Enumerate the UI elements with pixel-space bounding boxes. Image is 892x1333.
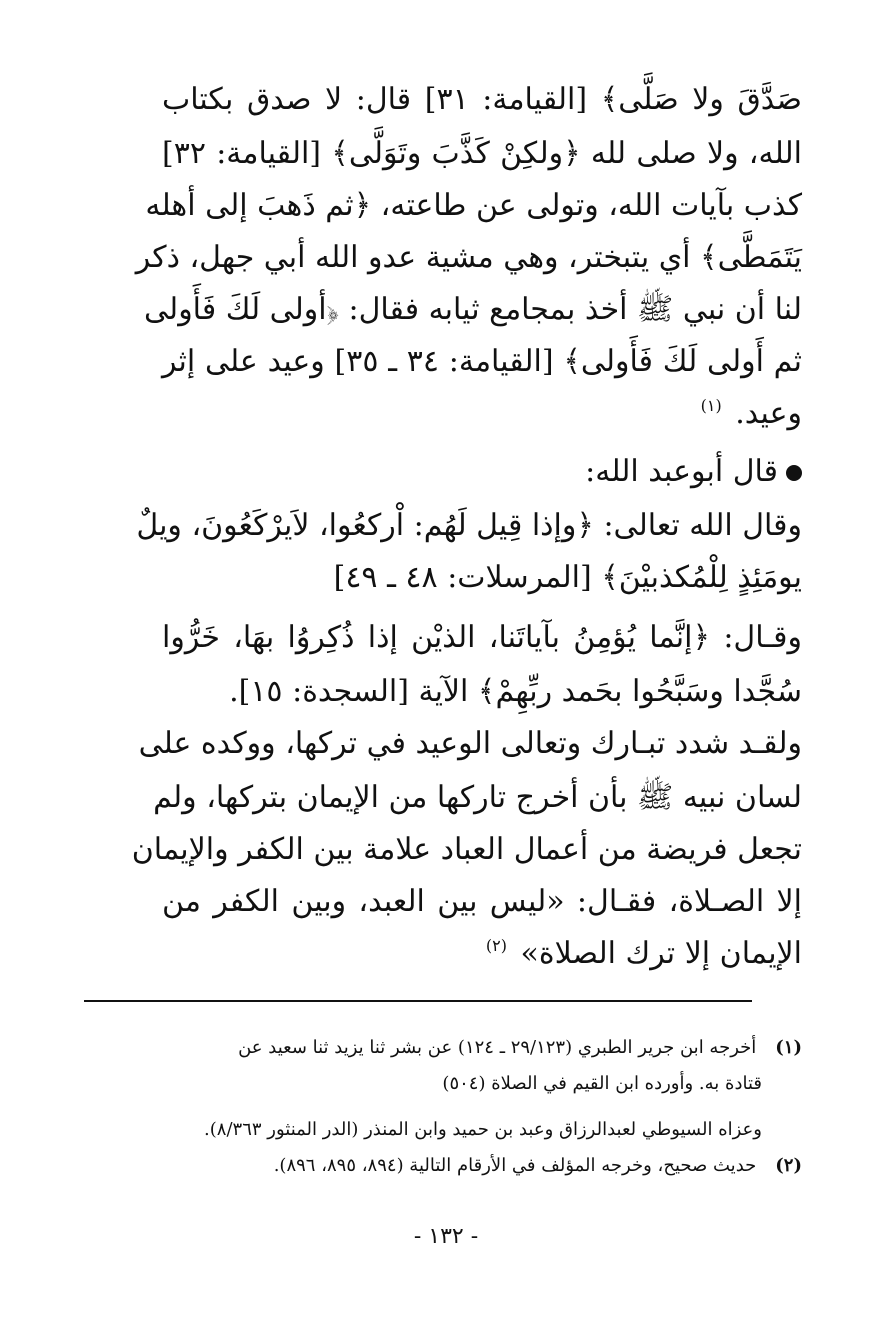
footnote-ref-1[interactable]: (١) <box>700 396 722 415</box>
body-line-5: لنا أن نبي ﷺ أخذ بمجامع ثيابه فقال: ﴿أولى لَكَ فَأَولى <box>144 292 802 327</box>
footnote-1-line-2: قتادة به. وأورده ابن القيم في الصلاة (٥٠٤) <box>442 1073 762 1094</box>
footnote-divider <box>84 1000 752 1002</box>
footnote-1 <box>90 1030 802 1066</box>
body-line-4: يَتَمَطَّى﴾ أي يتبختر، وهي مشية عدو الله أبي جهل، ذكر <box>135 240 802 275</box>
footnote-2-number: (٢) <box>775 1155 802 1176</box>
bullet-icon <box>786 465 802 481</box>
body-line-12: سُجَّدا وسَبَّحُوا بحَمد ربِّهِمْ﴾ الآية [السجدة: ١٥]. <box>229 674 802 709</box>
footnote-1-line-3: وعزاه السيوطي لعبدالرزاق وعبد بن حميد وابن المنذر (الدر المنثور ٨/٣٦٣). <box>204 1119 762 1140</box>
page-number: - ١٣٢ - <box>413 1224 479 1249</box>
body-line-11: وقـال: ﴿إنَّما يُؤمِنُ بآياتَنا، الذيْن إذا ذُكِروُا بهَا، خَرُّوا <box>162 620 802 655</box>
footnote-2-line-1: حديث صحيح، وخرجه المؤلف في الأرقام التالية (٨٩٤، ٨٩٥، ٨٩٦). <box>273 1155 757 1176</box>
body-line-3: كذب بآيات الله، وتولى عن طاعته، ﴿ثم ذَهبَ إلى أهله <box>145 188 802 223</box>
body-line-7-text: وعيد. <box>735 396 802 431</box>
footnote-2 <box>90 1148 802 1184</box>
body-line-9: وقال الله تعالى: ﴿وإذا قِيل لَهُم: اْركعُوا، لاَيرْكَعُونَ، ويلٌ <box>136 508 802 543</box>
body-line-15: تجعل فريضة من أعمال العباد علامة بين الكفر والإيمان <box>131 832 802 867</box>
body-line-2: الله، ولا صلى لله ﴿ولكِنْ كَذَّبَ وتَوَلَّى﴾ [القيامة: ٣٢] <box>162 136 802 171</box>
section-heading-text: قال أبوعبد الله: <box>585 454 778 489</box>
body-line-16: إلا الصـلاة، فقـال: «ليس بين العبد، وبين الكفر من <box>162 884 802 919</box>
footnote-ref-2[interactable]: (٢) <box>485 936 507 955</box>
body-line-13: ولقـد شدد تبـارك وتعالى الوعيد في تركها، ووكده على <box>138 726 802 761</box>
body-line-17-text: الإيمان إلا ترك الصلاة» <box>520 936 802 971</box>
section-heading <box>162 444 802 500</box>
body-line-17 <box>162 926 802 986</box>
body-line-1: صَدَّقَ ولا صَلَّى﴾ [القيامة: ٣١] قال: لا صدق بكتاب <box>162 82 802 117</box>
body-line-10: يومَئِذٍ لِلْمُكذبيْنَ﴾ [المرسلات: ٤٨ ـ ٤٩] <box>333 560 802 595</box>
footnote-1-line-1: أخرجه ابن جرير الطبري (٢٩/١٢٣ ـ ١٢٤) عن بشر ثنا يزيد ثنا سعيد عن <box>238 1037 757 1058</box>
body-line-14: لسان نبيه ﷺ بأن أخرج تاركها من الإيمان بتركها، ولم <box>153 780 802 815</box>
body-line-6: ثم أَولى لَكَ فَأَولى﴾ [القيامة: ٣٤ ـ ٣٥] وعيد على إثر <box>162 344 802 379</box>
footnote-1-number: (١) <box>775 1037 802 1058</box>
body-line-7 <box>162 386 802 446</box>
